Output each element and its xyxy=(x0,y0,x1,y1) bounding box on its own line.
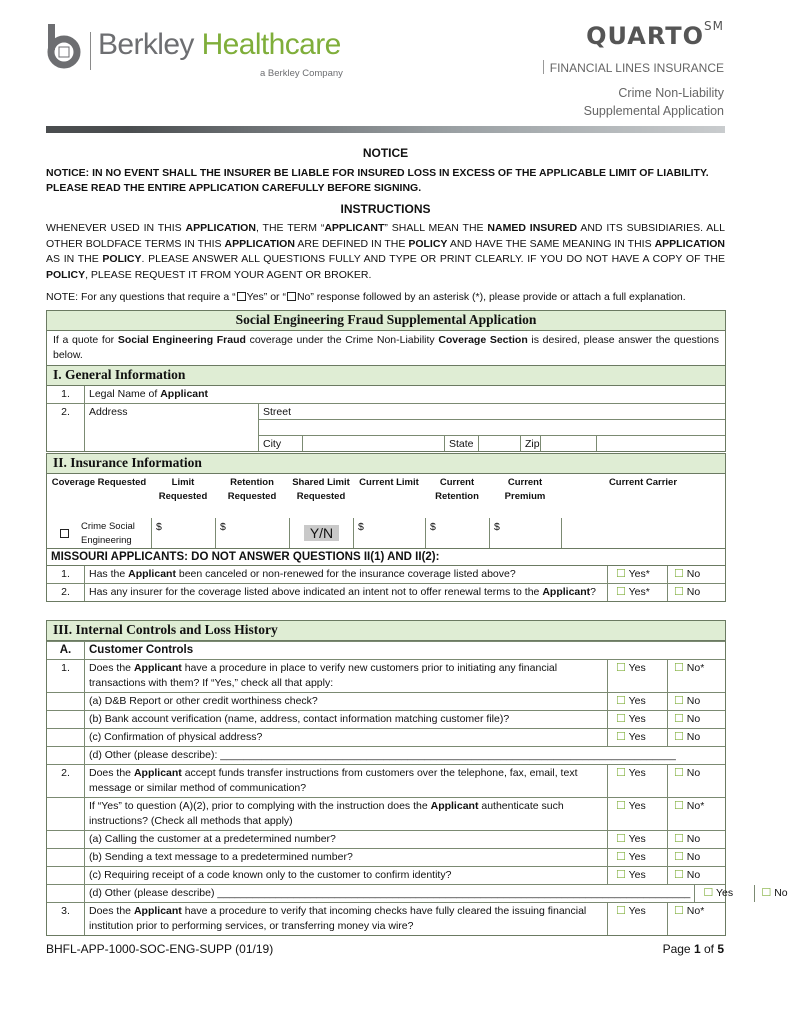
product-name: QUARTO℠ xyxy=(586,19,724,50)
section1-title: I. General Information xyxy=(47,366,725,386)
current-carrier-field[interactable] xyxy=(561,518,725,548)
form-title: Social Engineering Fraud Supplemental Application xyxy=(47,311,725,331)
no-option[interactable]: ☐ No xyxy=(667,566,725,583)
form-section-controls xyxy=(46,620,788,936)
yes-option[interactable]: ☐ Yes xyxy=(607,765,667,797)
form-intro: If a quote for Social Engineering Fraud coverage under the Crime Non-Liability Coverage Section is desired, please answer the questions below. xyxy=(47,331,725,366)
sub-question-row: (a) D&B Report or other credit worthiness check? ☐ Yes ☐ No xyxy=(47,692,725,710)
berkley-b-logo-icon xyxy=(46,24,80,68)
sub-question-row: If “Yes” to question (A)(2), prior to complying with the instruction does the Applicant authenticate such instructions? (Check all methods that apply) ☐ Yes ☐ No* xyxy=(47,797,725,830)
no-option[interactable]: ☐ No xyxy=(667,849,725,866)
header-rule xyxy=(46,126,725,133)
section3-title: III. Internal Controls and Loss History xyxy=(47,621,725,641)
yes-option[interactable]: ☐ Yes xyxy=(607,660,667,692)
state-field[interactable] xyxy=(479,436,521,451)
sub-question-row xyxy=(47,884,788,902)
yes-option[interactable]: ☐ Yes* xyxy=(607,584,667,601)
yes-option[interactable]: ☐ Yes xyxy=(607,867,667,884)
insurance-table-header: Coverage Requested Limit Requested Retention Requested Shared Limit Requested Current Limit Current Retention Current Premium Current Carrier xyxy=(51,477,678,502)
sub-question-row: (b) Bank account verification (name, address, contact information matching customer file)? ☐ Yes ☐ No xyxy=(47,710,725,728)
yes-option[interactable]: ☐ Yes xyxy=(607,729,667,746)
checkbox-icon: ☐ xyxy=(616,586,626,598)
sub-question-row: (b) Sending a text message to a predetermined number? ☐ Yes ☐ No xyxy=(47,848,725,866)
question-row: 1. Does the Applicant have a procedure in place to verify new customers prior to initiating any financial transactions with them? If “Yes,” check all that apply: ☐ Yes ☐ No* xyxy=(47,659,725,692)
sub-question-row xyxy=(47,746,725,764)
yes-option[interactable]: ☐ Yes xyxy=(607,798,667,830)
address-row: 2. Address Street City State Zip xyxy=(47,403,725,451)
no-option[interactable]: ☐ No xyxy=(667,729,725,746)
yes-option[interactable]: ☐ Yes* xyxy=(607,566,667,583)
no-option[interactable]: ☐ No xyxy=(667,831,725,848)
brand-name: Berkley Healthcare xyxy=(98,28,341,61)
notice-title: NOTICE xyxy=(362,146,409,160)
no-option[interactable]: ☐ No xyxy=(667,765,725,797)
subsection-a: A. Customer Controls xyxy=(47,641,725,659)
limit-field[interactable]: $ xyxy=(151,518,215,548)
current-limit-field[interactable]: $ xyxy=(353,518,425,548)
city-field[interactable] xyxy=(303,436,445,451)
current-retention-field[interactable]: $ xyxy=(425,518,489,548)
instructions-text: WHENEVER USED IN THIS APPLICATION, THE TERM “APPLICANT” SHALL MEAN THE NAMED INSURED AND ITS SUBSIDIARIES. ALL OTHER BOLDFACE TERMS IN THIS APPLICATION ARE DEFINED IN THE POLICY AND HAVE THE SAME MEANING IN THIS APPLICATION AS IN THE POLICY. PLEASE ANSWER ALL QUESTIONS FULLY AND TYPE OR PRINT CLEARLY. IF YOU DO NOT HAVE A COPY OF THE POLICY, PLEASE REQUEST IT FROM YOUR AGENT OR BROKER. xyxy=(46,222,725,281)
app-title-line2: Supplemental Application xyxy=(583,104,724,118)
street-field[interactable]: Street xyxy=(259,404,725,420)
missouri-notice: MISSOURI APPLICANTS: DO NOT ANSWER QUESTIONS II(1) AND II(2): xyxy=(47,549,725,566)
other-describe-field[interactable]: (d) Other (please describe): ______________________________________________________________________________ xyxy=(89,749,676,761)
street-field-line2[interactable] xyxy=(259,420,725,436)
no-option[interactable]: ☐ No xyxy=(667,867,725,884)
shared-limit-yn[interactable]: Y/N xyxy=(304,525,339,541)
question-row: 2. Does the Applicant accept funds transfer instructions from customers over the telephone, fax, email, text message or similar method of communication? ☐ Yes ☐ No xyxy=(47,764,725,797)
page-indicator: Page 1 of 5 xyxy=(662,942,724,956)
question-row: 1. Legal Name of Applicant xyxy=(47,386,725,403)
logo-divider xyxy=(90,32,91,70)
notice-text: NOTICE: IN NO EVENT SHALL THE INSURER BE LIABLE FOR INSURED LOSS IN EXCESS OF THE APPLICABLE LIMIT OF LIABILITY. PLEASE READ THE ENTIRE APPLICATION CAREFULLY BEFORE SIGNING. xyxy=(46,167,709,194)
no-option[interactable]: ☐ No xyxy=(667,693,725,710)
form-id: BHFL-APP-1000-SOC-ENG-SUPP (01/19) xyxy=(46,942,274,956)
insurance-table-row: Crime Social Engineering $ $ Y/N $ $ $ xyxy=(47,518,725,549)
form-section-general xyxy=(46,310,726,452)
brand-logo xyxy=(46,24,366,84)
yes-option[interactable]: ☐ Yes xyxy=(607,711,667,728)
yes-option[interactable]: ☐ Yes xyxy=(607,903,667,935)
app-title-line1: Crime Non-Liability xyxy=(618,86,724,100)
sub-question-row: (c) Requiring receipt of a code known only to the customer to confirm identity? ☐ Yes ☐ No xyxy=(47,866,725,884)
other-describe-field[interactable]: (d) Other (please describe) _________________________________________________________________________________ xyxy=(89,887,691,899)
zip-field[interactable] xyxy=(541,436,597,451)
yes-option[interactable]: ☐ Yes xyxy=(607,831,667,848)
coverage-checkbox[interactable] xyxy=(60,529,69,538)
form-section-insurance xyxy=(46,453,726,602)
no-option[interactable]: ☐ No* xyxy=(667,660,725,692)
sub-question-row: (c) Confirmation of physical address? ☐ Yes ☐ No xyxy=(47,728,725,746)
yes-option[interactable]: ☐ Yes xyxy=(607,849,667,866)
current-premium-field[interactable]: $ xyxy=(489,518,561,548)
brand-subtitle: a Berkley Company xyxy=(260,68,343,79)
instructions-title: INSTRUCTIONS xyxy=(340,202,431,216)
division-name: FINANCIAL LINES INSURANCE xyxy=(543,60,724,75)
yes-option[interactable]: ☐ Yes xyxy=(694,885,754,902)
checkbox-icon: ☐ xyxy=(616,568,626,580)
no-option[interactable]: ☐ No xyxy=(754,885,812,902)
checkbox-icon: ☐ xyxy=(674,568,684,580)
question-row: 2. Has any insurer for the coverage listed above indicated an intent not to offer renewal terms to the Applicant? ☐ Yes* ☐ No xyxy=(47,583,725,601)
sub-question-row: (a) Calling the customer at a predetermined number? ☐ Yes ☐ No xyxy=(47,830,725,848)
checkbox-icon xyxy=(287,292,296,301)
no-option[interactable]: ☐ No* xyxy=(667,903,725,935)
no-option[interactable]: ☐ No xyxy=(667,584,725,601)
question-row: 1. Has the Applicant been canceled or non-renewed for the insurance coverage listed above? ☐ Yes* ☐ No xyxy=(47,566,725,583)
no-option[interactable]: ☐ No* xyxy=(667,798,725,830)
address-label: Address xyxy=(85,404,259,451)
checkbox-icon xyxy=(237,292,246,301)
yes-option[interactable]: ☐ Yes xyxy=(607,693,667,710)
question-row: 3. Does the Applicant have a procedure to verify that incoming checks have fully cleared the issuing financial institution prior to performing services, or transferring money via wire? ☐ Yes ☐ No* xyxy=(47,902,725,935)
retention-field[interactable]: $ xyxy=(215,518,289,548)
legal-name-field[interactable]: Legal Name of Applicant xyxy=(89,388,209,400)
checkbox-icon: ☐ xyxy=(674,586,684,598)
note-text: NOTE: For any questions that require a “ Yes” or “ No” response followed by an asterisk (*), please provide or attach a full explanation. xyxy=(46,291,686,303)
section2-title: II. Insurance Information xyxy=(47,454,725,474)
no-option[interactable]: ☐ No xyxy=(667,711,725,728)
